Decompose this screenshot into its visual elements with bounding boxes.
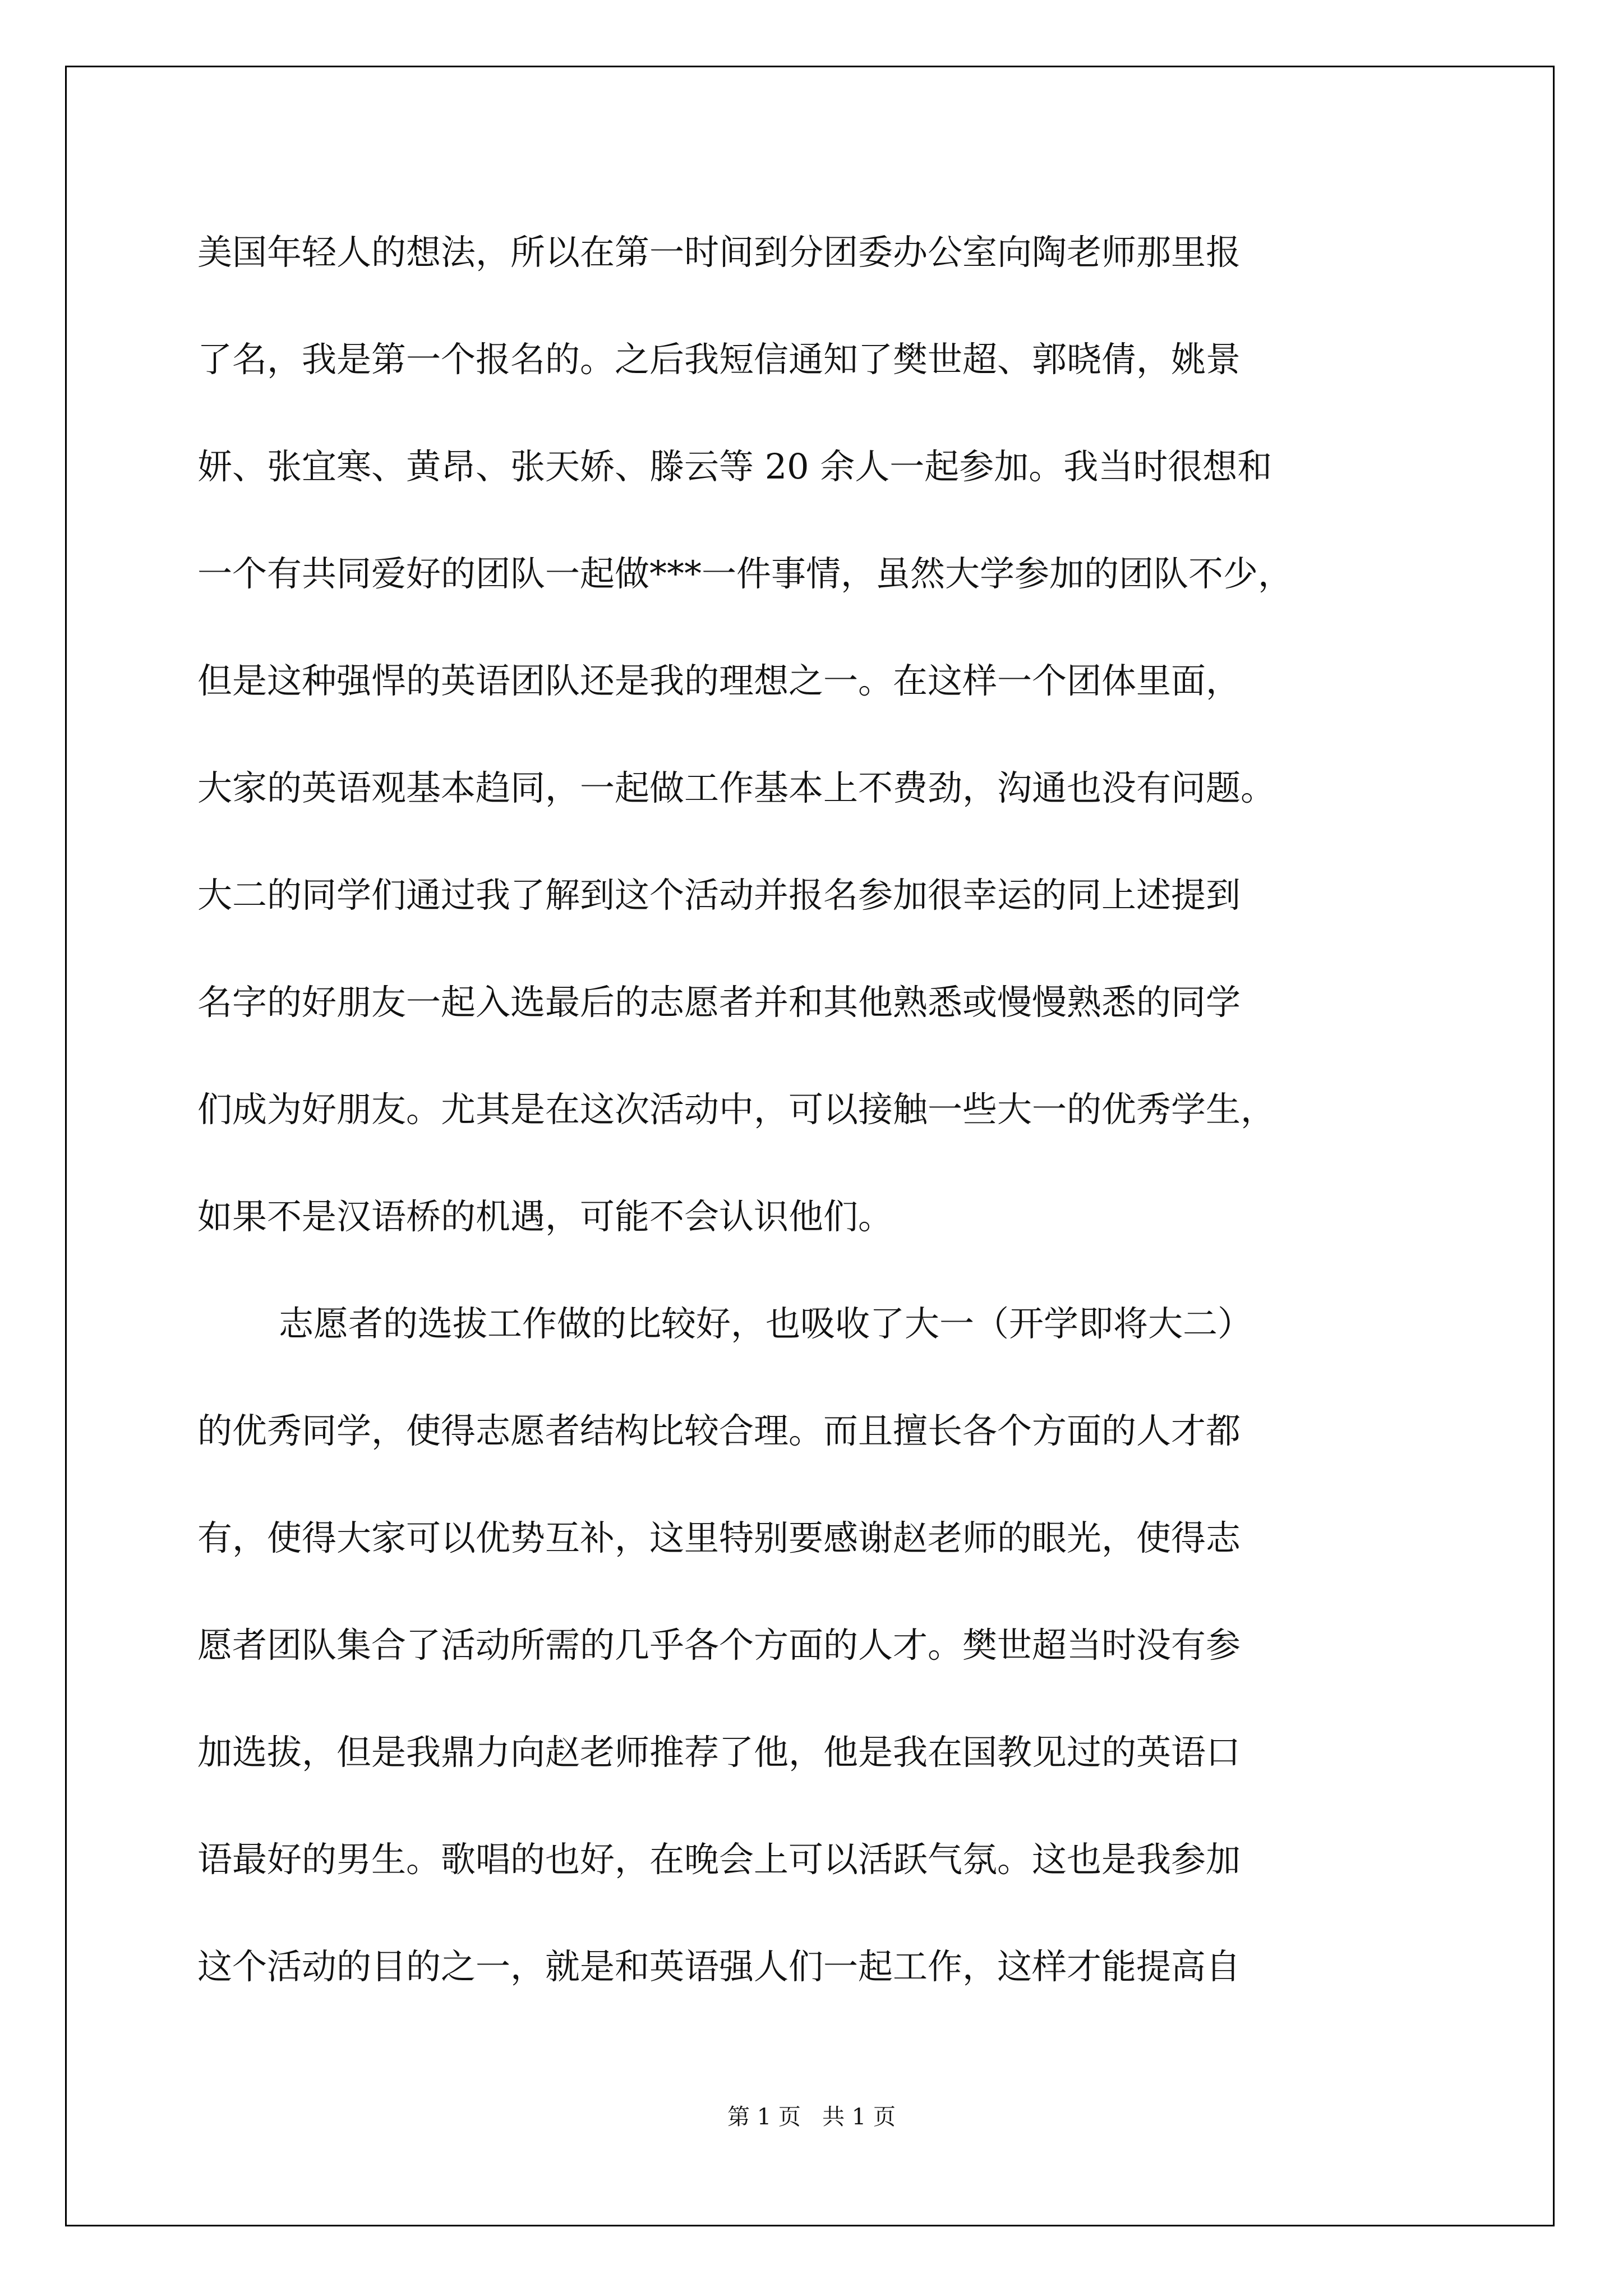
page-number-footer: 第 1 页 共 1 页 [727, 2104, 896, 2130]
paragraph-2-line-6: 语最好的男生。歌唱的也好，在晚会上可以活跃气氛。这也是我参加 [197, 1839, 1241, 1880]
paragraph-1-line-7: 大二的同学们通过我了解到这个活动并报名参加很幸运的同上述提到 [197, 875, 1241, 915]
paragraph-1-line-9: 们成为好朋友。尤其是在这次活动中，可以接触一些大一的优秀学生， [197, 1089, 1276, 1130]
paragraph-1-line-3: 妍、张宜寒、黄昂、张天娇、滕云等 20 余人一起参加。我当时很想和 [197, 446, 1272, 487]
page-border [65, 66, 1555, 2226]
paragraph-1-line-2: 了名，我是第一个报名的。之后我短信通知了樊世超、郭晓倩，姚景 [197, 339, 1241, 380]
paragraph-2-line-4: 愿者团队集合了活动所需的几乎各个方面的人才。樊世超当时没有参 [197, 1625, 1241, 1665]
paragraph-2-line-7: 这个活动的目的之一，就是和英语强人们一起工作，这样才能提高自 [197, 1946, 1241, 1987]
paragraph-1-line-4: 一个有共同爱好的团队一起做***一件事情，虽然大学参加的团队不少， [197, 553, 1293, 594]
paragraph-1-line-10: 如果不是汉语桥的机遇，可能不会认识他们。 [197, 1196, 893, 1237]
paragraph-2-line-5: 加选拔，但是我鼎力向赵老师推荐了他，他是我在国教见过的英语口 [197, 1732, 1241, 1773]
paragraph-1-line-5: 但是这种强悍的英语团队还是我的理想之一。在这样一个团体里面， [197, 660, 1241, 701]
paragraph-1-line-6: 大家的英语观基本趋同，一起做工作基本上不费劲，沟通也没有问题。 [197, 767, 1276, 808]
paragraph-2-line-3: 有，使得大家可以优势互补，这里特别要感谢赵老师的眼光，使得志 [197, 1517, 1241, 1558]
paragraph-1-line-1: 美国年轻人的想法，所以在第一时间到分团委办公室向陶老师那里报 [197, 232, 1241, 273]
paragraph-1-line-8: 名字的好朋友一起入选最后的志愿者并和其他熟悉或慢慢熟悉的同学 [197, 982, 1241, 1023]
paragraph-2-line-1: 志愿者的选拔工作做的比较好，也吸收了大一（开学即将大二） [279, 1303, 1253, 1344]
paragraph-2-line-2: 的优秀同学，使得志愿者结构比较合理。而且擅长各个方面的人才都 [197, 1410, 1241, 1451]
